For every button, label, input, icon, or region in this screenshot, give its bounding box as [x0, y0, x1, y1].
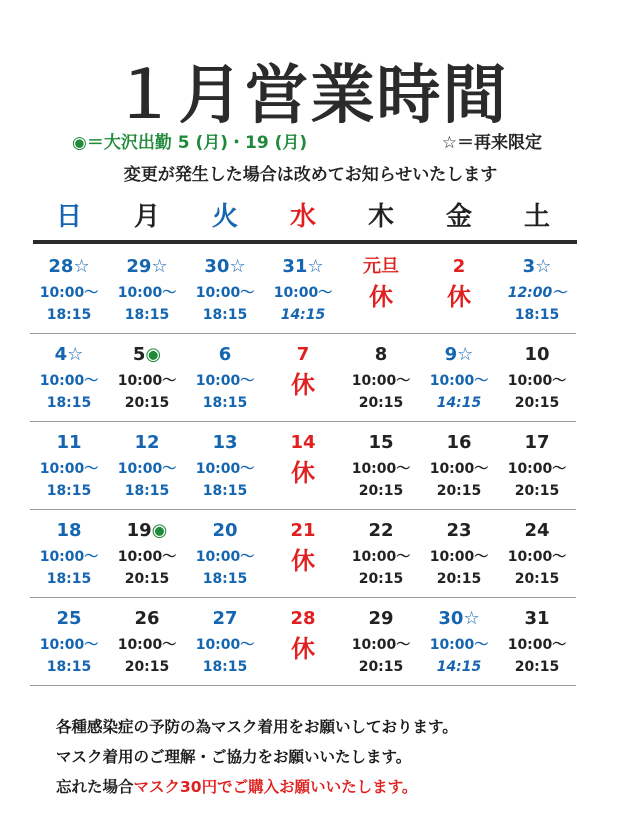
open-time: 10:00〜 — [351, 637, 411, 653]
close-time: 20:15 — [514, 395, 560, 411]
calendar-day-cell — [264, 246, 342, 333]
closed-mark: 休 — [291, 371, 315, 399]
calendar-day-cell — [186, 510, 264, 597]
staff-mark-icon: ◉ — [151, 520, 168, 541]
open-time: 10:00〜 — [351, 373, 411, 389]
day-number: 9☆ — [444, 344, 474, 365]
open-time: 10:00〜 — [507, 637, 567, 653]
calendar-day-cell — [420, 510, 498, 597]
close-time: 20:15 — [124, 395, 170, 411]
calendar-day-cell — [342, 510, 420, 597]
weekday-label: 金 — [445, 202, 472, 232]
calendar-day-cell — [186, 246, 264, 333]
calendar-week-row — [30, 510, 576, 598]
open-time: 10:00〜 — [507, 461, 567, 477]
open-time: 10:00〜 — [273, 285, 333, 301]
calendar-day-cell — [420, 598, 498, 685]
close-time: 20:15 — [358, 483, 404, 499]
open-time: 10:00〜 — [195, 373, 255, 389]
open-time: 10:00〜 — [117, 373, 177, 389]
closed-mark: 休 — [369, 283, 393, 311]
staff-mark-icon: ◉ — [145, 344, 162, 365]
calendar-day-cell — [108, 598, 186, 685]
day-number: 6 — [218, 344, 232, 365]
day-number: 31 — [524, 608, 550, 629]
close-time: 20:15 — [514, 483, 560, 499]
day-number: 8 — [374, 344, 388, 365]
calendar-day-cell — [30, 598, 108, 685]
open-time: 10:00〜 — [351, 461, 411, 477]
closed-mark: 休 — [291, 459, 315, 487]
day-number: 29☆ — [126, 256, 168, 277]
legend-star-note: ☆＝再来限定 — [441, 133, 542, 153]
day-number: 4☆ — [54, 344, 84, 365]
calendar-day-cell — [264, 334, 342, 421]
calendar-day-cell — [30, 334, 108, 421]
weekday-label: 土 — [523, 202, 550, 232]
day-number: 元旦 — [363, 256, 399, 277]
calendar-day-cell — [30, 510, 108, 597]
day-number: 11 — [56, 432, 82, 453]
open-time: 10:00〜 — [117, 637, 177, 653]
day-number: 30☆ — [438, 608, 480, 629]
day-number: 31☆ — [282, 256, 324, 277]
close-time: 18:15 — [46, 659, 92, 675]
day-number: 16 — [446, 432, 472, 453]
calendar-day-cell — [108, 334, 186, 421]
close-time: 14:15 — [436, 395, 482, 411]
open-time: 10:00〜 — [117, 461, 177, 477]
open-time: 10:00〜 — [195, 549, 255, 565]
footer-notes — [56, 712, 596, 802]
day-number: 29 — [368, 608, 394, 629]
calendar-week-row — [30, 334, 576, 422]
close-time: 14:15 — [280, 307, 326, 323]
day-number: 12 — [134, 432, 160, 453]
day-number: 13 — [212, 432, 238, 453]
closed-mark: 休 — [291, 547, 315, 575]
close-time: 18:15 — [124, 483, 170, 499]
day-number: 27 — [212, 608, 238, 629]
close-time: 18:15 — [46, 307, 92, 323]
day-number: 23 — [446, 520, 472, 541]
calendar-day-cell — [264, 510, 342, 597]
calendar-day-cell — [186, 422, 264, 509]
close-time: 18:15 — [514, 307, 560, 323]
closed-mark: 休 — [447, 283, 471, 311]
close-time: 20:15 — [358, 395, 404, 411]
day-number: 7 — [296, 344, 310, 365]
close-time: 20:15 — [358, 659, 404, 675]
close-time: 18:15 — [46, 571, 92, 587]
closed-mark: 休 — [291, 635, 315, 663]
day-number: 30☆ — [204, 256, 246, 277]
calendar-week-row — [30, 422, 576, 510]
open-time: 10:00〜 — [507, 373, 567, 389]
day-number: 3☆ — [522, 256, 552, 277]
weekday-header — [30, 196, 576, 233]
open-time: 10:00〜 — [195, 285, 255, 301]
page-title: １月営業時間 — [112, 59, 509, 133]
legend-staff-note: ◉＝大沢出勤 5 (月)・19 (月) — [72, 133, 308, 153]
day-number: 25 — [56, 608, 82, 629]
calendar-grid — [30, 246, 576, 686]
open-time: 10:00〜 — [39, 461, 99, 477]
open-time: 10:00〜 — [351, 549, 411, 565]
weekday-label: 日 — [55, 202, 82, 232]
calendar-day-cell — [108, 510, 186, 597]
open-time: 10:00〜 — [117, 285, 177, 301]
day-number: 26 — [134, 608, 160, 629]
close-time: 18:15 — [202, 395, 248, 411]
open-time: 10:00〜 — [117, 549, 177, 565]
calendar-day-cell — [342, 334, 420, 421]
day-number: 5◉ — [132, 344, 162, 365]
day-number: 17 — [524, 432, 550, 453]
close-time: 20:15 — [124, 571, 170, 587]
calendar-day-cell — [498, 422, 576, 509]
calendar-day-cell — [30, 422, 108, 509]
close-time: 18:15 — [202, 571, 248, 587]
open-time: 10:00〜 — [429, 373, 489, 389]
calendar-day-cell — [30, 246, 108, 333]
close-time: 20:15 — [514, 571, 560, 587]
weekday-label: 水 — [289, 202, 316, 232]
calendar-day-cell — [342, 422, 420, 509]
open-time: 10:00〜 — [39, 637, 99, 653]
day-number: 10 — [524, 344, 550, 365]
day-number: 19◉ — [126, 520, 168, 541]
day-number: 18 — [56, 520, 82, 541]
open-time: 10:00〜 — [195, 637, 255, 653]
open-time: 10:00〜 — [429, 637, 489, 653]
footer-line-3-prefix: 忘れた場合 — [56, 778, 134, 796]
open-time: 10:00〜 — [39, 285, 99, 301]
calendar-day-cell — [420, 246, 498, 333]
close-time: 20:15 — [358, 571, 404, 587]
header-divider — [33, 240, 577, 244]
day-number: 15 — [368, 432, 394, 453]
calendar-day-cell — [186, 598, 264, 685]
calendar-day-cell — [264, 598, 342, 685]
close-time: 20:15 — [124, 659, 170, 675]
footer-line-3-highlight: マスク30円でご購入お願いいたします。 — [133, 778, 418, 796]
legend — [72, 128, 542, 152]
open-time: 10:00〜 — [195, 461, 255, 477]
weekday-label: 木 — [367, 202, 394, 232]
open-time: 10:00〜 — [39, 373, 99, 389]
calendar-day-cell — [186, 334, 264, 421]
calendar-day-cell — [498, 334, 576, 421]
close-time: 18:15 — [202, 307, 248, 323]
calendar-day-cell — [498, 598, 576, 685]
day-number: 14 — [290, 432, 316, 453]
weekday-label: 月 — [133, 202, 160, 232]
open-time: 10:00〜 — [429, 461, 489, 477]
open-time: 12:00〜 — [507, 285, 567, 301]
open-time: 10:00〜 — [39, 549, 99, 565]
calendar-day-cell — [498, 246, 576, 333]
calendar-day-cell — [342, 246, 420, 333]
footer-line-3 — [56, 772, 596, 802]
calendar-day-cell — [108, 246, 186, 333]
calendar-day-cell — [420, 422, 498, 509]
close-time: 20:15 — [514, 659, 560, 675]
close-time: 14:15 — [436, 659, 482, 675]
day-number: 2 — [452, 256, 466, 277]
day-number: 20 — [212, 520, 238, 541]
calendar-day-cell — [342, 598, 420, 685]
open-time: 10:00〜 — [507, 549, 567, 565]
calendar-day-cell — [420, 334, 498, 421]
footer-line-1: 各種感染症の予防の為マスク着用をお願いしております。 — [56, 718, 458, 736]
close-time: 18:15 — [46, 483, 92, 499]
close-time: 18:15 — [202, 659, 248, 675]
close-time: 18:15 — [124, 307, 170, 323]
day-number: 21 — [290, 520, 316, 541]
calendar-week-row — [30, 598, 576, 686]
close-time: 18:15 — [202, 483, 248, 499]
calendar-week-row — [30, 246, 576, 334]
calendar-day-cell — [108, 422, 186, 509]
close-time: 20:15 — [436, 571, 482, 587]
weekday-label: 火 — [211, 202, 238, 232]
day-number: 28☆ — [48, 256, 90, 277]
day-number: 22 — [368, 520, 394, 541]
close-time: 18:15 — [46, 395, 92, 411]
day-number: 24 — [524, 520, 550, 541]
calendar-day-cell — [264, 422, 342, 509]
calendar-day-cell — [498, 510, 576, 597]
change-notice: 変更が発生した場合は改めてお知らせいたします — [123, 165, 498, 185]
day-number: 28 — [290, 608, 316, 629]
footer-line-2: マスク着用のご理解・ご協力をお願いいたします。 — [56, 748, 412, 766]
close-time: 20:15 — [436, 483, 482, 499]
open-time: 10:00〜 — [429, 549, 489, 565]
